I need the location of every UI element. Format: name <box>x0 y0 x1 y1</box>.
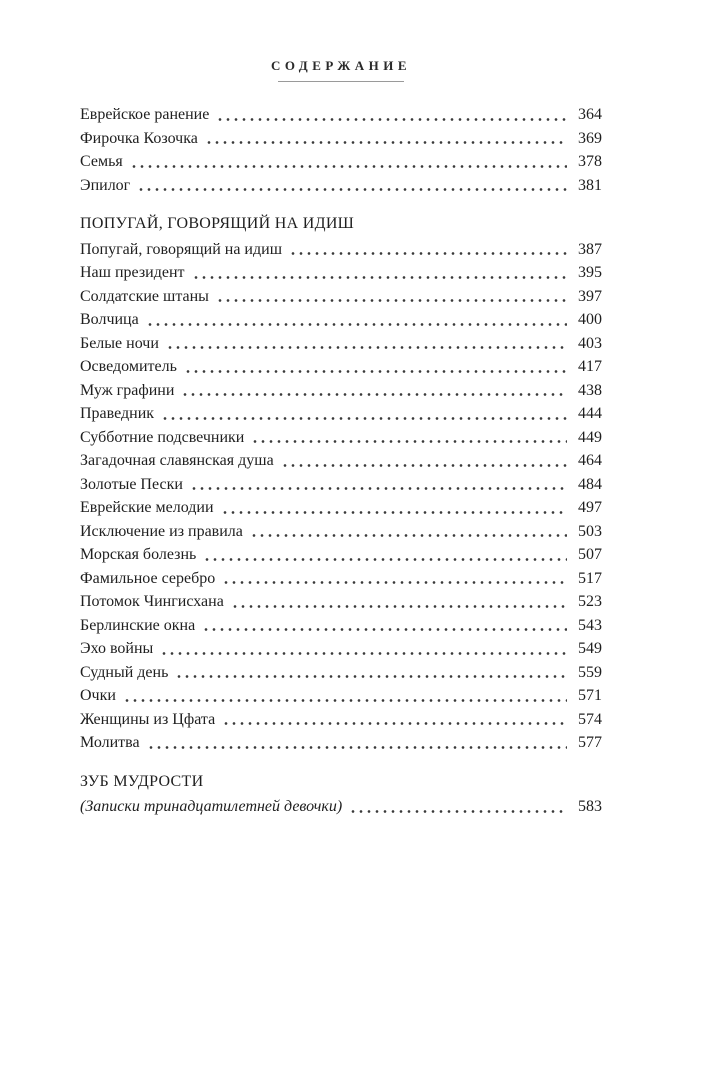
toc-entry <box>80 543 602 567</box>
dot-leader <box>251 426 567 450</box>
dot-leader <box>221 496 567 520</box>
toc-entry <box>80 520 602 544</box>
toc-entry-page: 523 <box>578 593 602 610</box>
toc-entry <box>80 103 602 127</box>
toc-entry-title: Наш президент <box>80 264 185 281</box>
toc-section <box>80 103 602 197</box>
dot-leader <box>147 731 567 755</box>
dot-leader <box>190 473 567 497</box>
toc-entry <box>80 402 602 426</box>
toc-entry <box>80 238 602 262</box>
dot-leader <box>205 127 567 151</box>
toc-entry <box>80 174 602 198</box>
dot-leader <box>281 449 567 473</box>
toc-entry-title: Волчица <box>80 311 139 328</box>
toc-entry-title: Берлинские окна <box>80 616 196 634</box>
toc-entry <box>80 150 602 174</box>
dot-leader <box>250 520 567 544</box>
toc-entry-title: Эпилог <box>80 176 131 194</box>
toc-entry-page: 387 <box>578 240 602 258</box>
dot-leader <box>192 261 567 285</box>
toc-section <box>80 770 602 819</box>
dot-leader <box>175 661 567 685</box>
toc-entry-title: Семья <box>80 153 123 170</box>
toc-entry-title: Осведомитель <box>80 358 177 375</box>
toc-entry-title: Фирочка Козочка <box>80 129 198 147</box>
toc-entry-title: Фамильное серебро <box>80 569 216 587</box>
toc-entry <box>80 661 602 685</box>
toc-entry-page: 438 <box>578 381 602 399</box>
toc-entry-title: Потомок Чингисхана <box>80 593 224 610</box>
toc-entry <box>80 355 602 379</box>
dot-leader <box>160 637 567 661</box>
toc-entry-page: 484 <box>578 475 602 493</box>
toc-entry-title: Еврейское ранение <box>80 106 210 123</box>
toc-entry <box>80 637 602 661</box>
toc-entry <box>80 590 602 614</box>
toc-entry <box>80 127 602 151</box>
toc-entry-page: 543 <box>578 616 602 634</box>
toc-entry <box>80 684 602 708</box>
toc-entry-page: 507 <box>578 546 602 563</box>
page-title: СОДЕРЖАНИЕ <box>270 58 412 73</box>
toc-entry-page: 417 <box>578 358 602 375</box>
toc-entry-title: Субботние подсвечники <box>80 428 245 446</box>
toc-entry-title: (Записки тринадцатилетней девочки) <box>80 798 343 815</box>
header-divider <box>278 81 404 82</box>
section-heading: ЗУБ МУДРОСТИ <box>80 772 204 790</box>
toc-entry <box>80 379 602 403</box>
dot-leader <box>216 285 567 309</box>
dot-leader <box>202 614 567 638</box>
dot-leader <box>203 543 567 567</box>
dot-leader <box>222 567 567 591</box>
dot-leader <box>231 590 567 614</box>
toc-entry <box>80 731 602 755</box>
toc-entry <box>80 567 602 591</box>
toc-entry-page: 559 <box>578 663 602 681</box>
dot-leader <box>161 402 567 426</box>
toc-entry-page: 583 <box>578 798 602 815</box>
dot-leader <box>130 150 567 174</box>
toc-entry-title: Эхо войны <box>80 640 154 657</box>
toc-entry-page: 497 <box>578 499 602 516</box>
toc-entry-page: 574 <box>578 710 602 728</box>
toc-entry-title: Загадочная славянская душа <box>80 452 274 469</box>
dot-leader <box>222 708 567 732</box>
toc-entry-title: Еврейские мелодии <box>80 499 214 516</box>
toc-entry <box>80 708 602 732</box>
toc-entry-page: 464 <box>578 452 602 469</box>
toc-entry-page: 549 <box>578 640 602 657</box>
toc-entry <box>80 473 602 497</box>
toc-entry-page: 444 <box>578 405 602 422</box>
dot-leader <box>349 795 567 819</box>
toc-entry-page: 571 <box>578 687 602 704</box>
toc-entry <box>80 261 602 285</box>
dot-leader <box>216 103 567 127</box>
toc-entry-page: 449 <box>578 428 602 446</box>
toc-entry-page: 395 <box>578 264 602 281</box>
toc-entry-page: 400 <box>578 311 602 328</box>
toc-list <box>80 103 602 819</box>
section-heading: ПОПУГАЙ, ГОВОРЯЩИЙ НА ИДИШ <box>80 215 355 232</box>
toc-entry-page: 397 <box>578 287 602 305</box>
toc-entry-title: Очки <box>80 687 116 704</box>
toc-entry <box>80 308 602 332</box>
toc-entry-page: 369 <box>578 129 602 147</box>
toc-section <box>80 212 602 755</box>
toc-entry-title: Попугай, говорящий на идиш <box>80 240 283 258</box>
toc-entry-page: 577 <box>578 734 602 751</box>
toc-entry-title: Белые ночи <box>80 334 159 352</box>
dot-leader <box>123 684 567 708</box>
toc-entry-page: 364 <box>578 106 602 123</box>
toc-entry <box>80 449 602 473</box>
toc-entry-page: 517 <box>578 569 602 587</box>
toc-entry <box>80 426 602 450</box>
toc-entry <box>80 285 602 309</box>
toc-entry-page: 503 <box>578 522 602 540</box>
toc-entry-page: 403 <box>578 334 602 352</box>
toc-entry-title: Праведник <box>80 405 155 422</box>
toc-entry-page: 378 <box>578 153 602 170</box>
dot-leader <box>181 379 567 403</box>
dot-leader <box>137 174 567 198</box>
toc-entry-title: Солдатские штаны <box>80 287 209 305</box>
toc-entry-title: Исключение из правила <box>80 522 243 540</box>
toc-entry-title: Золотые Пески <box>80 475 183 493</box>
dot-leader <box>289 238 567 262</box>
toc-entry-title: Морская болезнь <box>80 546 197 563</box>
toc-entry <box>80 614 602 638</box>
toc-entry-title: Муж графини <box>80 381 175 399</box>
toc-entry-title: Женщины из Цфата <box>80 710 216 728</box>
toc-entry-page: 381 <box>578 176 602 194</box>
toc-entry-title: Молитва <box>80 734 140 751</box>
dot-leader <box>146 308 567 332</box>
toc-entry <box>80 795 602 819</box>
toc-entry-title: Судный день <box>80 663 169 681</box>
dot-leader <box>184 355 567 379</box>
toc-entry <box>80 496 602 520</box>
toc-entry <box>80 332 602 356</box>
dot-leader <box>166 332 567 356</box>
